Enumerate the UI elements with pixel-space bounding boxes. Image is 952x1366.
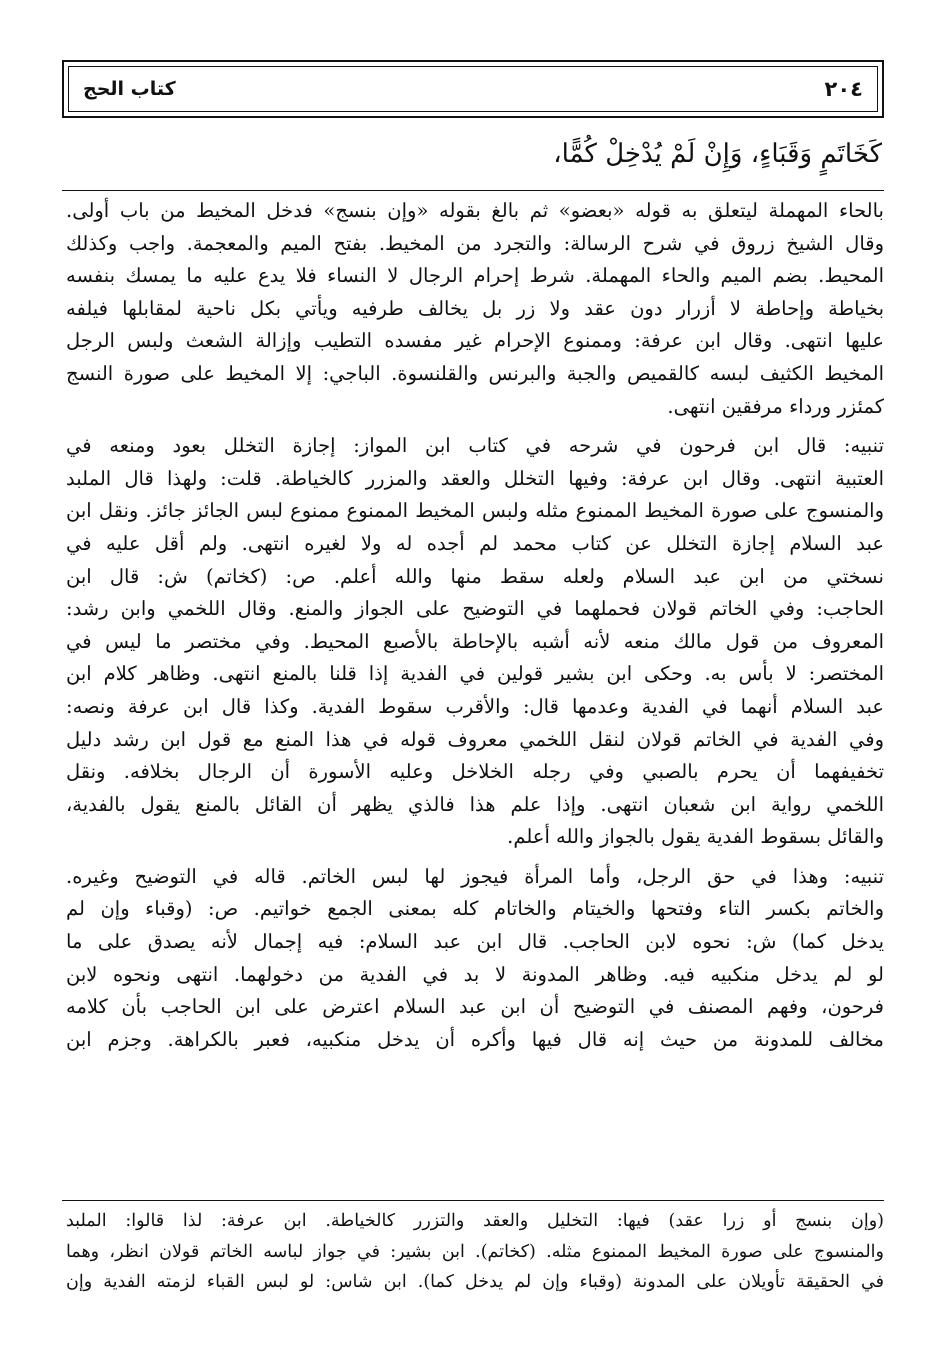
footnote-divider bbox=[62, 1200, 884, 1201]
commentary-line: بالحاء المهملة ليتعلق به قوله «بعضو» ثم بالغ بقوله «وإن بنسج» فدخل المخيط من باب أولى. bbox=[66, 199, 884, 222]
commentary-line: تنبيه: قال ابن فرحون في شرحه في كتاب ابن المواز: إجازة التخلل بعود ومنعه في bbox=[66, 434, 884, 458]
footnote-line: والمنسوج على صورة المخيط الممنوع مثله. (كخاتم). ابن بشير: في جواز لباسه الخاتم قولان انظر، وهما bbox=[66, 1241, 884, 1262]
matn-divider bbox=[62, 190, 884, 191]
matn-text: كَخَاتَمٍ وَقَبَاءٍ، وَإِنْ لَمْ يُدْخِلْ كُمًّا، bbox=[553, 139, 882, 169]
commentary-line: لو لم يدخل منكبيه فيه. وظاهر المدونة لا بد في الفدية من دخولهما. انتهى ونحوه لابن bbox=[66, 962, 884, 986]
book-title: كتاب الحج bbox=[83, 78, 176, 100]
commentary-line: والمنسوج على صورة المخيط الممنوع مثله ولبس المخيط الممنوع ممنوع لبس الجائز جائز. ونقل ابن bbox=[66, 499, 884, 523]
commentary-line: فرحون، وفهم المصنف في التوضيح أن ابن عبد السلام اعترض على ابن الحاجب بأن كلامه bbox=[66, 995, 884, 1019]
commentary-line: يدخل كما) ش: نحوه لابن الحاجب. قال ابن عبد السلام: فيه إجمال لأنه يصدق على ما bbox=[66, 930, 884, 954]
page-header bbox=[62, 60, 884, 118]
commentary-line: المخيط الكثيف لبسه كالقميص والجبة والبرنس والقلنسوة. الباجي: إلا المخيط على صورة النسج bbox=[66, 361, 884, 385]
commentary-paragraph-3 bbox=[66, 861, 884, 1057]
commentary-line: وفي الفدية في الخاتم قولان لنقل اللخمي معروف قوله في هذا المنع مع قول ابن رشد دليل bbox=[66, 727, 884, 751]
commentary-line: والقائل بسقوط الفدية يقول بالجواز والله أعلم. bbox=[507, 825, 884, 849]
footnote-line: في الحقيقة تأويلان على المدونة (وقباء وإن لم يدخل كما). ابن شاس: لو لبس القباء لزمته الفدية وإن bbox=[66, 1272, 884, 1292]
commentary-line: وقال الشيخ زروق في شرح الرسالة: والتجرد من المخيط. بفتح الميم والمعجمة. واجب وكذلك bbox=[66, 231, 884, 255]
page-header-frame bbox=[68, 66, 878, 112]
commentary-line: الحاجب: وفي الخاتم قولان فحملهما في التوضيح على الجواز والمنع. وقال اللخمي وابن رشد: bbox=[66, 597, 884, 621]
commentary-line: نسختي من ابن عبد السلام ولعله سقط منها والله أعلم. ص: (كخاتم) ش: قال ابن bbox=[66, 564, 884, 588]
commentary bbox=[66, 195, 884, 1063]
commentary-line: كمئزر ورداء مرفقين انتهى. bbox=[667, 394, 884, 418]
commentary-line: تنبيه: وهذا في حق الرجل، وأما المرأة فيجوز لها لبس الخاتم. قاله في التوضيح وغيره. bbox=[66, 864, 884, 888]
commentary-line: عبد السلام إجازة التخلل عن كتاب محمد لم أجده له ولا لغيره انتهى. ولم أقل عليه في bbox=[66, 531, 884, 555]
footnote-line: (وإن بنسج أو زرا عقد) فيها: التخليل والعقد والتزرر كالخياطة. ابن عرفة: لذا قالوا: الملبد bbox=[66, 1211, 884, 1231]
commentary-line: المختصر: لا بأس به. وحكى ابن بشير قولين في الفدية إذا قلنا بالمنع انتهى. وظاهر كلام ابن bbox=[66, 662, 884, 686]
commentary-line: المعروف من قول مالك منعه لأنه أشبه بالإحاطة بالأصبع المحيط. وفي مختصر ما ليس في bbox=[66, 629, 884, 653]
commentary-line: مخالف للمدونة من حيث إنه قال فيها وأكره أن يدخل منكبيه، فعبر بالكراهة. وجزم ابن bbox=[66, 1027, 884, 1051]
commentary-paragraph-2 bbox=[66, 430, 884, 854]
commentary-line: بخياطة وإحاطة لا أزرار دون عقد ولا زر بل يخالف طرفيه ويأتي بكل ناحية لمقابلها فيلفه bbox=[66, 296, 884, 320]
commentary-line: المحيط. بضم الميم والحاء المهملة. شرط إحرام الرجال لا النساء فلا يدع عليه ما يمسك بنفسه bbox=[66, 264, 884, 288]
commentary-line: عليها انتهى. وقال ابن عرفة: وممنوع الإحرام غير مفسده التطيب وإزالة الشعث ولبس الرجل bbox=[66, 329, 884, 353]
book-page bbox=[62, 60, 888, 1350]
commentary-line: تخفيفهما أن يحرم بالصبي وفي رجله الخلاخل وعليه الأسورة أن الرجال بخلافه. ونقل bbox=[66, 760, 884, 784]
commentary-paragraph-1 bbox=[66, 195, 884, 423]
commentary-line: العتبية انتهى. وقال ابن عرفة: وفيها التخلل والعقد والمزرر كالخياطة. قلت: ولهذا قال الملبد bbox=[66, 466, 884, 490]
commentary-line: اللخمي رواية ابن شعبان انتهى. وإذا علم هذا فالذي يظهر أن القائل بالمنع يقول بالفدية، bbox=[66, 792, 884, 816]
footnotes bbox=[66, 1206, 884, 1298]
page-number: ٢٠٤ bbox=[824, 77, 863, 101]
commentary-line: عبد السلام أنهما في الفدية وعدمها قال: والأقرب سقوط الفدية. وكذا قال ابن عرفة ونصه: bbox=[66, 694, 884, 718]
commentary-line: والخاتم بكسر التاء وفتحها والخيتام والخاتام كله بمعنى الجمع خواتيم. ص: (وقباء وإن لم bbox=[66, 897, 884, 921]
